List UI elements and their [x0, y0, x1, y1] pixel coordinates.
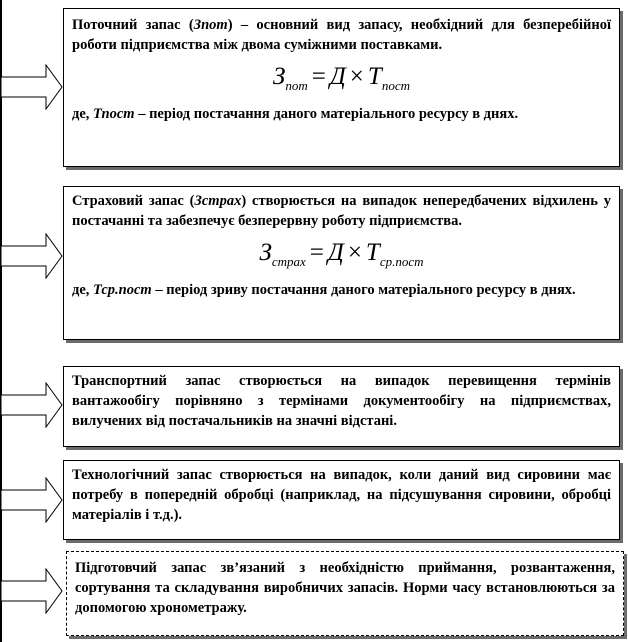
formula-t: Т: [365, 239, 380, 266]
current-stock-text: – основний вид запасу, необхідний для безперебійної роботи підприємства між двома суміжними поставками.: [72, 17, 611, 53]
safety-stock-term: Страховий запас: [72, 193, 184, 209]
preparatory-stock-definition: [75, 558, 615, 618]
current-stock-formula: [72, 59, 611, 104]
symbol-open: (: [183, 193, 195, 209]
formula-lhs-subscript: пот: [285, 78, 308, 93]
safety-stock-text: створюється на випадок непередбачених відхилень у постачанні та забезпечує безперервну роботу підприємства.: [72, 193, 611, 229]
formula-times: ×: [349, 63, 364, 90]
technological-stock-definition: [72, 465, 611, 525]
formula-times: ×: [347, 239, 362, 266]
formula-equals: =: [309, 239, 324, 266]
formula-t: Т: [367, 63, 382, 90]
technological-stock-term: Технологічний запас: [72, 467, 212, 483]
formula-t-subscript: пост: [381, 78, 410, 93]
arrow-right-icon: [0, 568, 64, 614]
formula-lhs: З: [273, 63, 286, 90]
transport-stock-definition: [72, 371, 611, 431]
note-symbol: Тпост: [93, 106, 135, 122]
note-prefix: де,: [72, 282, 94, 298]
formula-d: Д: [327, 239, 344, 266]
formula-equals: =: [311, 63, 326, 90]
note-symbol: Тср.пост: [93, 282, 152, 298]
note-text: – період постачання даного матеріального ресурсу в днях.: [134, 106, 519, 122]
preparatory-stock-box: [66, 551, 624, 636]
note-text: – період зриву постачання даного матеріального ресурсу в днях.: [151, 282, 576, 298]
formula-t-subscript: ср.пост: [379, 254, 424, 269]
current-stock-note: [72, 104, 611, 124]
transport-stock-term: Транспортний запас: [72, 373, 221, 389]
technological-stock-box: [63, 460, 620, 540]
transport-stock-box: [63, 366, 620, 447]
arrow-right-icon: [0, 233, 64, 279]
formula-lhs: З: [259, 239, 272, 266]
current-stock-box: [63, 8, 620, 167]
symbol-close: ): [241, 193, 247, 209]
safety-stock-box: [63, 186, 620, 340]
safety-stock-definition: [72, 191, 611, 231]
note-prefix: де,: [72, 106, 94, 122]
current-stock-symbol: Зпот: [193, 17, 228, 33]
safety-stock-formula: [72, 235, 611, 280]
preparatory-stock-text: зв’язаний з необхідністю приймання, розвантаження, сортування та складування виробничих запасів. Норми часу встановлюються за допомогою хронометражу.: [75, 560, 615, 616]
safety-stock-symbol: Зстрах: [194, 193, 242, 209]
current-stock-term: Поточний запас: [72, 17, 181, 33]
arrow-right-icon: [0, 64, 64, 110]
safety-stock-note: [72, 280, 611, 300]
formula-lhs-subscript: страх: [271, 254, 306, 269]
arrow-right-icon: [0, 477, 64, 523]
preparatory-stock-term: Підготовчий запас: [75, 560, 207, 576]
symbol-open: (: [180, 17, 194, 33]
transport-stock-text: створюється на випадок перевищення термінів вантажообігу порівняно з термінами документообігу на підприємствах, вилучених від постачальників на значні відстані.: [72, 373, 611, 429]
arrow-right-icon: [0, 382, 64, 428]
technological-stock-text: створюється на випадок, коли даний вид сировини має потребу в попередній обробці (наприклад, на підсушування сировини, обробці матеріалів і т.д.).: [72, 467, 612, 523]
symbol-close: ): [227, 17, 233, 33]
current-stock-definition: [72, 15, 611, 55]
formula-d: Д: [329, 63, 346, 90]
